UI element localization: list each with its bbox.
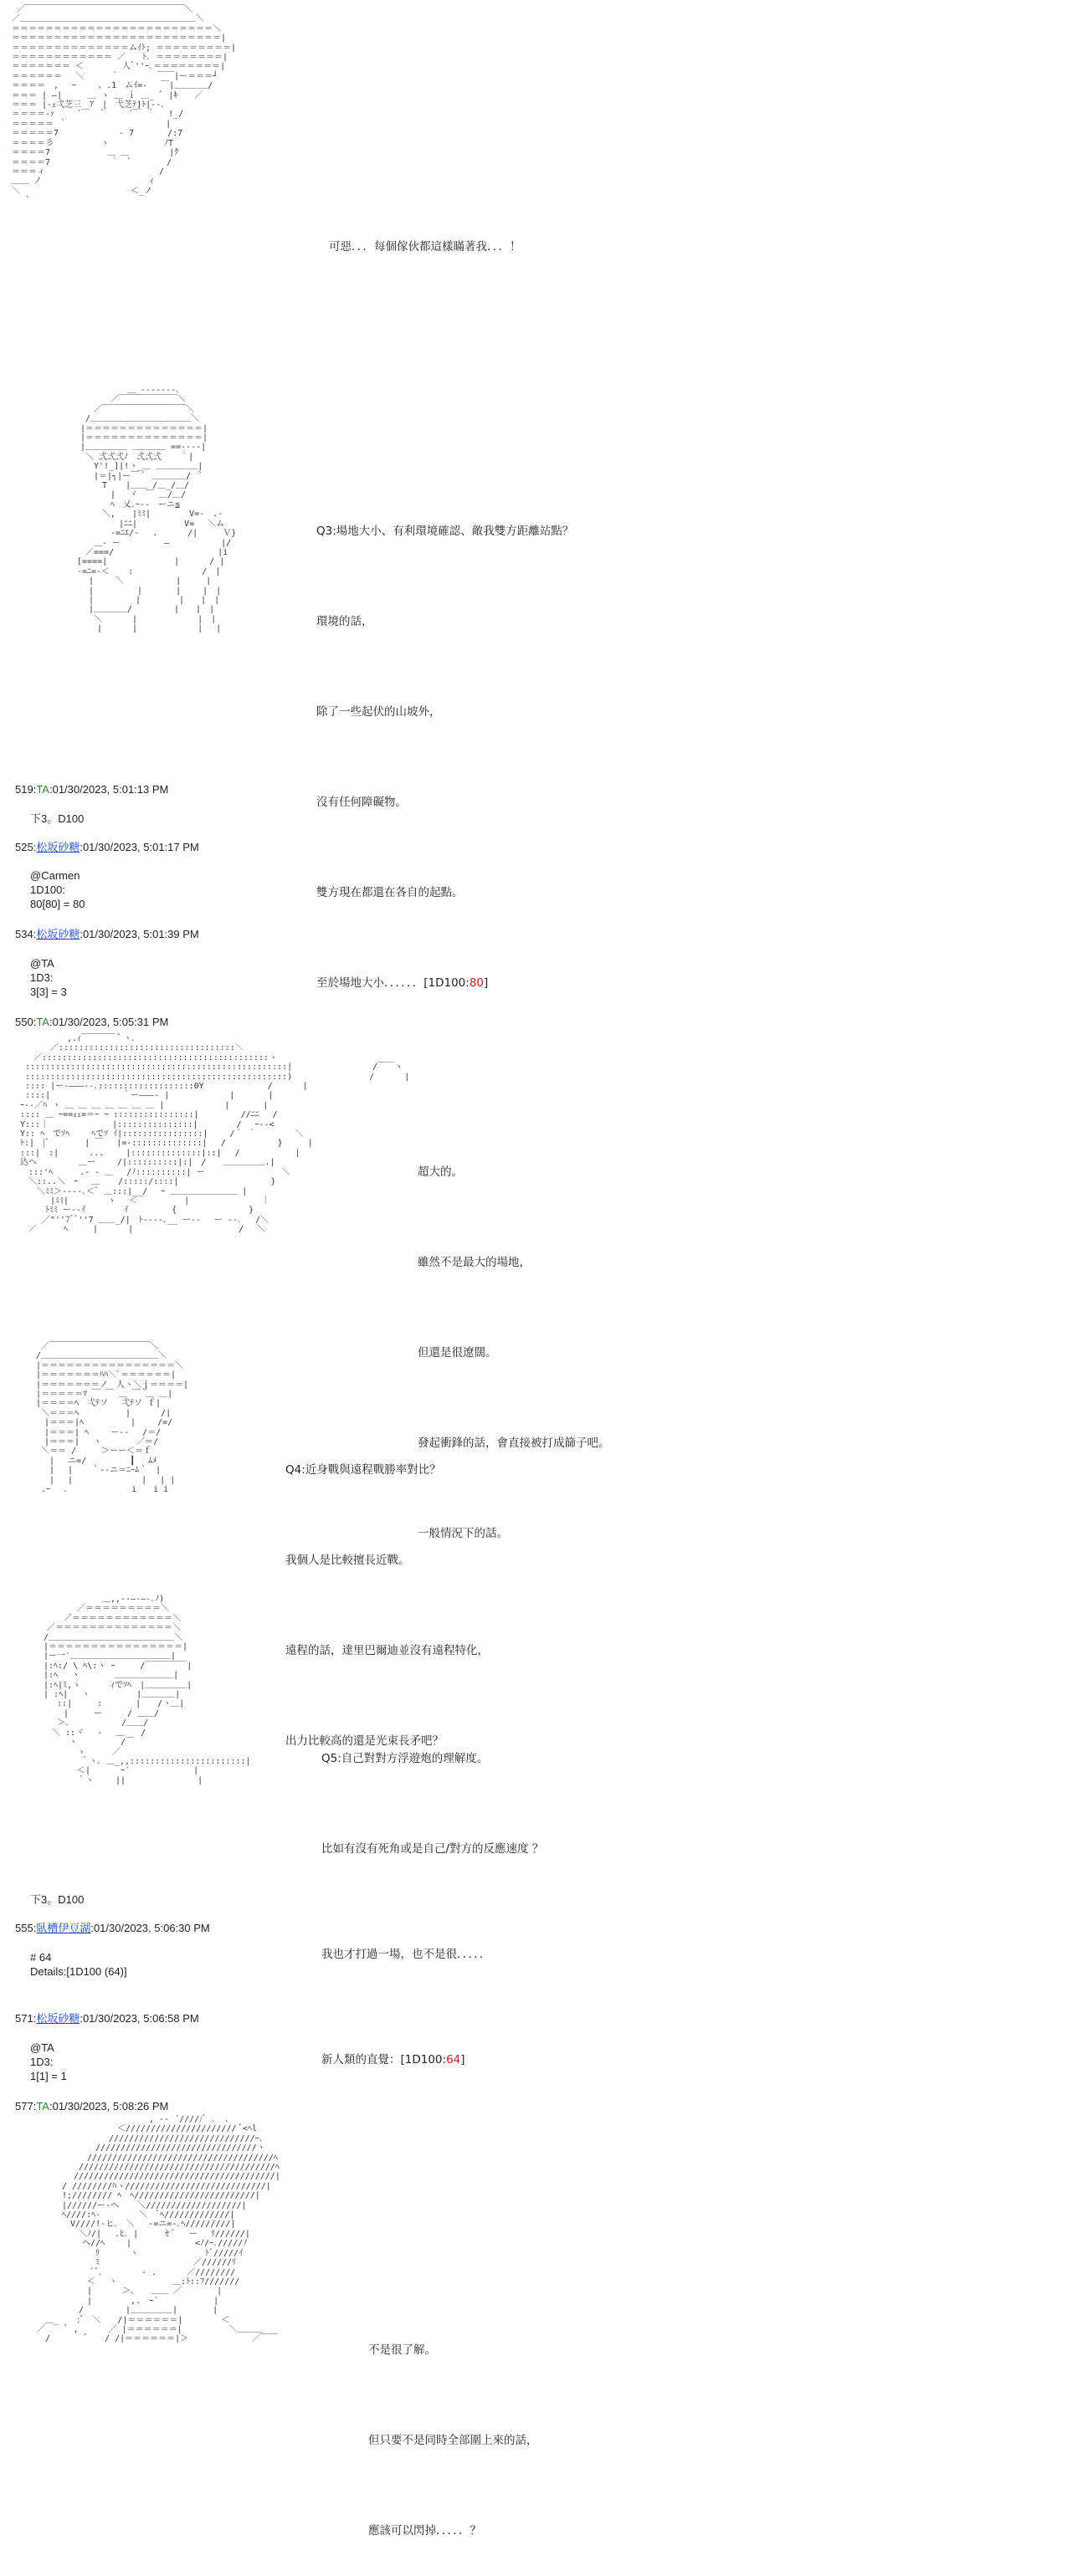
dialogue-line: 不是很了解。 <box>368 2343 436 2357</box>
post-header-534: 534:松坂砂糖:01/30/2023, 5:01:39 PM <box>15 928 199 940</box>
post-time: :01/30/2023, 5:01:39 PM <box>80 928 199 940</box>
ascii-art-panel-1: ／￣￣￣￣￣￣￣￣￣￣￣￣￣￣￣￣￣￣￣＼ ／＿＿＿＿＿＿＿＿＿＿＿＿＿＿＿＿＿＿＿＿＿＼ ＝＝＝＝＝＝＝＝＝＝＝＝＝＝＝＝＝＝＝＝＝＝＝＝＼ ＝＝＝＝＝＝＝＝＝＝＝＝＝＝＝＝＝＝＝＝＝＝＝＝＝| ＝＝＝＝＝＝＝＝＝＝＝＝＝＝ムｲﾄ; ＝＝＝＝＝＝＝＝＝| ＝＝＝＝＝＝＝＝＝＝＝＝ ／ ﾄ､ ＝＝＝＝＝＝＝＝| ＝＝＝＝＝＝＝ ＜ 人ﾞ''ｰ､＝＝＝＝＝＝＝＝| ＝＝＝＝＝＝ ＼ ｀ ￣￣|ー＝＝＝┘ ＝＝＝＝ , ｰ 、.1 ムｲ=- ￣|＿＿＿＿/ ＝＝＝ | ―| ＿ ヽ ＿ ｉ ＿_ ﾞ |ｷ ／ ＝＝＝ |‐ｪ弌芝三 ｱ | 弋芝ﾃ]ﾄ|‐-､ ＝＝＝＝‐ｧ ´￣ ｀ ´￣ ｀ !_/ ＝＝＝＝＝ ｀ | ＝＝＝＝＝7 - 7 /:7 ＝＝＝＝彡 ヽ ﾉT ＝＝＝＝7 ＿ ＿ |ｸ ＝＝＝＝7 ｀ ﾞ / ＝＝＝ィ / ＿＿ ノ ィ ＼ ＜_ノ ` 可惡．．．每個傢伙都這樣瞞著我．．．！ ＿_----‐‐-､ ／￣￣￣￣￣￣￣＼ ／￣￣￣￣￣￣￣￣￣￣＼ /＿＿＿＿＿＿＿＿＿＿＿＿＼ |＝＝＝＝＝＝＝＝＝＝＝＝＝＝| |＝＝＝＝＝＝＝＝＝＝＝＝＝＝| |＿＿＿＿＿ ＿＿＿＿ ==--‐‐| ＼ 弍弍弍ﾉ 弍弍弍 ｀| Y'!_]|!ヽ_＿ ＿＿＿＿＿| |＝|┐|ー￣｀ ＿＿＿＿/ ｀ T |＿＿_/＿_/＿/ | ヾ ￣ ＿/＿/ ﾍ 乂､ｰ-- ーニ≦ ＼, |ﾐﾐ| V=- .- |ﾆﾆ| V= ＼ム -=ﾆｴ/- . /| Ｖ} ＿- ー ― |/ ／===/ |i [====| | / | -=ﾆ=-＜ : / | | ＼ | | | | | | | | | | | | |＿＿＿＿/ | | | ＼ | | | | | | | Q3:場地大小、有利環境確認、敵我雙方距離站點？ 環境的話， 除了一些起伏的山坡外， 沒有任何障礙物。 雙方現在都還在各自的起點。 至於場地大小．．．．．．[1D100:80] 519:TA:01/30/2023, 5:01:13 PM 下3。D100 525:松坂砂糖:01/30/2023, 5:01:17 PM @Carmen 1D100: 80[80] = 80 534:松坂砂糖:01/30/2023, 5:01:39 PM @TA 1D3: 3[3] = 3 550:TA:01/30/2023, 5:05:31 PM ,.ｨ￣￣￣￣｀ヽ､ ／:::::::::::::::::::::::::::::::::::＼ ／:::::::::::::::::::::::::::::::::::::::::::::ヽ ::::::::::::::::::::::::::::::::::::::::::::::::::::| /￣￣ヽ ::::::::::::::::::::::::::::::::::::::::::::::::::::) / | :::: |ー-―――‐-､:::::::::::::::::::0Y / | ::::| ｀ー―――‐ | | | ｰ--／ﾊ ヽ ＿ ＿ ＿ ＿ ＿ ＿ ＿ | | | :::: ＿ ｰ==ｪｪ=＝ｰ ｰ ::::::::::::::::| //ﾆﾆ / Y:::｜ |:::::::::::::::| / ｰ-‐< Y:: ﾍ でｿﾍ ﾍでｿ ｲ|::::::::::::::::| /｀ ｀ ＼ ﾄ:| |ﾞ | ￣ |=-::::::::::::::| / } | :::| :| ... |::::::::::::::|::| / | 込ヘ ＿ー /|::::::::::|:| / ＿＿＿＿＿.| :::'ﾍ .‐ ‐ ＿ /ﾉ::::::::::| ー ＼ ＼::..＼ ｰ ＿ /:::::/::::| } ＼ﾐﾐ＞----､＜ﾞ ＿:::|__/ ｰ ＿＿＿＿＿＿＿＿ | |ﾐﾐ| ヽ ＜ | ｜ ﾄﾐﾐ ー-‐ｲ ｲ { } ／"''7ﾞﾞ''7 ＿＿_/| ﾄ----､__ ー-‐ ー --､ /＼ ／ ﾍ | | / ＼ 超大的。 雖然不是最大的場地， 但還是很遼闊。 發起衝鋒的話，會直接被打成篩子吧。 一般情況下的話。 ／￣￣￣￣￣￣￣￣￣￣￣￣＼ /＿＿＿＿＿＿＿＿＿＿＿＿＿＿＼ |＝＝＝＝＝＝＝＝＝＝＝＝＝＝＝＝＼ |＝＝＝＝＝＝＝ﾊﾊ＼ﾟ＝＝＝＝＝＝| |＝＝＝＝＝＝＝ノ 人ヽ＼ｊ＝＝＝＝| |＝＝＝＝＝ﾏ ￣ ￣ ＿ ￣ ＿ ＿| |＝＝＝＝ﾍ 弌ﾃソ 弌ﾃソ ｆ| ＼＝＝＝ﾍ | /| |＝＝＝|ﾍ | /=/ |＝＝＝| ﾍ ー-‐ /＝/ |＝＝＝| ヽ ／＝/ ＼＝＝ / ＞ーー＜＝ｆ | ニ=/ ┃ ﾑﾒ | | ｀‐-ニ＝ﾆｰﾑ｀ | | | | | | .ｰ ､ i i i Q4:近身戰與遠程戰勝率對比？ 我個人是比較擅長近戰。 遠程的話，達里巴爾迪並沒有遠程特化， 出力比較高的還是光束長矛吧？ ＿,,-‐―-―-､ﾉ) ／＝＝＝＝＝＝＝＝＝＼ ／＝＝＝＝＝＝＝＝＝＝＝＝＼ ／＝＝＝＝＝＝＝＝＝＝＝＝＝＝＼ /＿＿＿＿＿＿＿＿＿＿＿＿＿＿＿＼ |＝＝＝＝＝＝＝＝＝＝＝＝＝＝＝＝| |ー一′＿＿＿＿＿＿＿＿＿＿＿＿| |:ﾍ:/ \ ﾍ\:ヽ ｰ /￣￣￣￣￣| |:ﾍ ヽ ＿＿＿＿＿＿＿| |:ﾍ|ﾐ,ゝ ｨでｿﾍ |＿＿＿＿＿| | :ﾍ| ヽ |＿＿＿＿| ::| : | /ヽ＿| | ー / ＿＿/ ＞､ /＿＿/ ＼ ::ヾ - ＿ / ヽ /￣ ゝ ／ ｀ヽ､ ＿_,,:::::::::::::::::::::::| ＜| ｰ′ | ｀ヽ || | Q5:自己對對方浮遊炮的理解度。 比如有沒有死角或是自己/對方的反應速度 ？ 我也才打過一場，也不是很．．．．． 新人類的直覺：[1D100:64] 下3。D100 555:臥槽伊豆湖:01/30/2023, 5:06:30 PM # 64 Details:[1D100 (64)] 571:松坂砂糖:01/30/2023, 5:06:58 PM @TA 1D3: 1[1] = 1 577:TA:01/30/2023, 5:08:26 PM , -‐ ´/////ﾞ ､ . ＜////////////////////// ﾞ<ﾍl /////////////////////////////ｰ､ ////////////////////////////////ヽ /////////////////////////////////////ﾍ ///////////////////////////////////////ﾍ ////////////////////////////////////////| / ////////ﾊヽ////////////////////////////| !;//////// ﾍ ﾍ////////////////////////| |//////ー-ヘ ＼///////////////////| ﾍ////:ﾍ- ＼ ﾞﾍ/////////////| V////!-ヒ､ ＼ -=ニ=-､ﾍ/////////| ＼ﾉ/| .ﾋ､ | ｾ ﾞ ー ﾘ//////| ヘ//ﾍ | <ﾉ/ｰ､/////ﾉ ﾘ ヽ ﾄﾞ/////ｲ ﾐ ／//////ﾘ ﾞﾞ､ ‐ . ／//////// ＜ ヽ ＿:ﾄ::ﾌ/////// | ＞､ ＿＿ ／ | | ,. ｰ´ | / |＿＿＿＿＿| | ＿_ ;ﾞ ＼ /|＝＝＝＝＝＝| ＜ ／ ﾞ , ／ |＝＝＝＝＝＝| ＼＿＿＿ / ﾞ / /|＝＝＝＝＝＝|＞ ／￣￣ 不是很了解。 但只要不是同時全部圍上來的話， 應該可以閃掉．．．．．？ <box>7 5 350 356</box>
post-author-link[interactable]: 臥槽伊豆湖 <box>36 1922 91 1934</box>
post-number: 519 <box>15 783 33 796</box>
post-dice-result: 3[3] = 3 <box>30 986 67 998</box>
dialogue-line: 但還是很遼闊。 <box>418 1346 497 1360</box>
dialogue-line: Q5:自己對對方浮遊炮的理解度。 <box>321 1752 489 1765</box>
dialogue-line: 出力比較高的還是光束長矛吧？ <box>285 1734 444 1748</box>
dialogue-line: 我也才打過一場，也不是很．．．．． <box>321 1948 491 1961</box>
post-body: 下3。D100 <box>30 812 85 825</box>
dialogue-line: 遠程的話，達里巴爾迪並沒有遠程特化， <box>285 1644 489 1657</box>
dice-value: 80 <box>469 976 485 990</box>
post-author[interactable]: TA <box>36 2100 49 2113</box>
post-author-link[interactable]: 松坂砂糖 <box>36 841 80 853</box>
dialogue-line: Q4:近身戰與遠程戰勝率對比？ <box>285 1463 441 1477</box>
post-time: :01/30/2023, 5:01:17 PM <box>80 841 199 853</box>
ascii-art-panel-2: ＿_----‐‐-､ ／￣￣￣￣￣￣￣＼ ／￣￣￣￣￣￣￣￣￣￣＼ /＿＿＿＿＿＿＿＿＿＿＿＿＼ |＝＝＝＝＝＝＝＝＝＝＝＝＝＝| |＝＝＝＝＝＝＝＝＝＝＝＝＝＝| |＿＿＿＿＿ ＿＿＿＿ ==--‐‐| ＼ 弍弍弍ﾉ 弍弍弍 ｀| Y'!_]|!ヽ_＿ ＿＿＿＿＿| |＝|┐|ー￣｀ ＿＿＿＿/ ｀ T |＿＿_/＿_/＿/ | ヾ ￣ ＿/＿/ ﾍ 乂､ｰ-- ーニ≦ ＼, |ﾐﾐ| V=- .- |ﾆﾆ| V= ＼ム -=ﾆｴ/- . /| Ｖ} ＿- ー ― |/ ／===/ |i [====| | / | -=ﾆ=-＜ : / | | ＼ | | | | | | | | | | | | |＿＿＿＿/ | | | ＼ | | | | | | | <box>77 386 237 634</box>
dialogue-line-dice <box>316 968 573 998</box>
post-header-525: 525:松坂砂糖:01/30/2023, 5:01:17 PM <box>15 841 199 853</box>
post-dice: 1D100: <box>30 883 65 896</box>
post-header-577: 577:TA:01/30/2023, 5:08:26 PM <box>15 2100 169 2113</box>
dialogue-line: 環境的話， <box>316 615 373 628</box>
dialogue-line: 超大的。 <box>418 1165 463 1179</box>
dialogue-line-dice <box>321 2045 543 2075</box>
post-number: 571 <box>15 2012 33 2025</box>
post-mention: @Carmen <box>30 869 80 882</box>
dice-prefix: 新人類的直覺：[1D100: <box>321 2053 447 2066</box>
post-number: 525 <box>15 841 33 853</box>
dialogue-panel-1 <box>329 172 521 292</box>
post-header-550: 550:TA:01/30/2023, 5:05:31 PM <box>15 1016 169 1028</box>
ascii-art-panel-3: ,.ｨ￣￣￣￣｀ヽ､ ／:::::::::::::::::::::::::::::::::::＼ ／:::::::::::::::::::::::::::::::::::::::::::::ヽ ::::::::::::::::::::::::::::::::::::::::::::::::::::| /￣￣ヽ ::::::::::::::::::::::::::::::::::::::::::::::::::::) / | :::: |ー-―――‐-､:::::::::::::::::::0Y / | ::::| ｀ー―――‐ | | | ｰ--／ﾊ ヽ ＿ ＿ ＿ ＿ ＿ ＿ ＿ | | | :::: ＿ ｰ==ｪｪ=＝ｰ ｰ ::::::::::::::::| //ﾆﾆ / Y:::｜ |:::::::::::::::| / ｰ-‐< Y:: ﾍ でｿﾍ ﾍでｿ ｲ|::::::::::::::::| /｀ ｀ ＼ ﾄ:| |ﾞ | ￣ |=-::::::::::::::| / } | :::| :| ... |::::::::::::::|::| / | 込ヘ ＿ー /|::::::::::|:| / ＿＿＿＿＿.| :::'ﾍ .‐ ‐ ＿ /ﾉ::::::::::| ー ＼ ＼::..＼ ｰ ＿ /:::::/::::| } ＼ﾐﾐ＞----､＜ﾞ ＿:::|__/ ｰ ＿＿＿＿＿＿＿＿ | |ﾐﾐ| ヽ ＜ | ｜ ﾄﾐﾐ ー-‐ｲ ｲ { } ／"''7ﾞﾞ''7 ＿＿_/| ﾄ----､__ ー-‐ ー --､ /＼ ／ ﾍ | | / ＼ <box>19 1034 410 1235</box>
dialogue-line: 可惡．．．每個傢伙都這樣瞞著我．．．！ <box>329 240 521 254</box>
dice-suffix: ] <box>484 976 489 990</box>
post-time: :01/30/2023, 5:01:13 PM <box>49 783 169 796</box>
post-mention: @TA <box>30 957 54 970</box>
dialogue-line: 雙方現在都還在各自的起點。 <box>316 886 464 899</box>
post-dice: 1D3: <box>30 971 54 984</box>
ascii-art-panel-6: , -‐ ´/////ﾞ ､ . ＜////////////////////// ﾞ<ﾍl /////////////////////////////ｰ､ ////////////////////////////////ヽ /////////////////////////////////////ﾍ ///////////////////////////////////////ﾍ ////////////////////////////////////////| / ////////ﾊヽ////////////////////////////| !;//////// ﾍ ﾍ////////////////////////| |//////ー-ヘ ＼///////////////////| ﾍ////:ﾍ- ＼ ﾞﾍ/////////////| V////!-ヒ､ ＼ -=ニ=-､ﾍ/////////| ＼ﾉ/| .ﾋ､ | ｾ ﾞ ー ﾘ//////| ヘ//ﾍ | <ﾉ/ｰ､/////ﾉ ﾘ ヽ ﾄﾞ/////ｲ ﾐ ／//////ﾘ ﾞﾞ､ ‐ . ／//////// ＜ ヽ ＿:ﾄ::ﾌ/////// | ＞､ ＿＿ ／ | | ,. ｰ´ | / |＿＿＿＿＿| | ＿_ ;ﾞ ＼ /|＝＝＝＝＝＝| ＜ ／ ﾞ , ／ |＝＝＝＝＝＝| ＼＿＿＿ / ﾞ / /|＝＝＝＝＝＝|＞ ／￣￣ <box>37 2115 280 2344</box>
dialogue-line: Q3:場地大小、有利環境確認、敵我雙方距離站點？ <box>316 525 574 538</box>
dialogue-line: 雖然不是最大的場地， <box>418 1256 531 1269</box>
panel-5-footer: 下3。D100 <box>30 1893 85 1906</box>
post-header-571: 571:松坂砂糖:01/30/2023, 5:06:58 PM <box>15 2012 199 2025</box>
dice-prefix: 至於場地大小．．．．．．[1D100: <box>316 976 470 990</box>
post-time: :01/30/2023, 5:05:31 PM <box>49 1016 169 1028</box>
post-author-link[interactable]: 松坂砂糖 <box>36 928 80 940</box>
dialogue-panel-6 <box>368 2275 538 2576</box>
dialogue-line: 比如有沒有死角或是自己/對方的反應速度 ？ <box>321 1842 544 1856</box>
post-author[interactable]: TA <box>36 783 49 796</box>
post-dice-details: Details:[1D100 (64)] <box>30 1965 127 1978</box>
post-number: 555 <box>15 1922 33 1934</box>
dialogue-line: 但只要不是同時全部圍上來的話， <box>368 2434 538 2447</box>
post-mention: @TA <box>30 2041 54 2054</box>
post-number: 550 <box>15 1016 33 1028</box>
post-number: 534 <box>15 928 33 940</box>
dice-suffix: ] <box>460 2053 465 2066</box>
dialogue-panel-2 <box>316 456 573 1028</box>
dialogue-line: 除了一些起伏的山坡外， <box>316 705 441 719</box>
dice-value: 64 <box>446 2053 461 2066</box>
post-dice-result: 1[1] = 1 <box>30 2070 67 2082</box>
ascii-art-panel-5: ＿,,-‐―-―-､ﾉ) ／＝＝＝＝＝＝＝＝＝＼ ／＝＝＝＝＝＝＝＝＝＝＝＝＼ ／＝＝＝＝＝＝＝＝＝＝＝＝＝＝＼ /＿＿＿＿＿＿＿＿＿＿＿＿＿＿＿＼ |＝＝＝＝＝＝＝＝＝＝＝＝＝＝＝＝| |ー一′＿＿＿＿＿＿＿＿＿＿＿＿| |:ﾍ:/ \ ﾍ\:ヽ ｰ /￣￣￣￣￣| |:ﾍ ヽ ＿＿＿＿＿＿＿| |:ﾍ|ﾐ,ゝ ｨでｿﾍ |＿＿＿＿＿| | :ﾍ| ヽ |＿＿＿＿| ::| : | /ヽ＿| | ー / ＿＿/ ＞､ /＿＿/ ＼ ::ヾ - ＿ / ヽ /￣ ゝ ／ ｀ヽ､ ＿_,,:::::::::::::::::::::::| ＜| ｰ′ | ｀ヽ || | <box>44 1595 251 1785</box>
ascii-art-panel-4: ／￣￣￣￣￣￣￣￣￣￣￣￣＼ /＿＿＿＿＿＿＿＿＿＿＿＿＿＿＼ |＝＝＝＝＝＝＝＝＝＝＝＝＝＝＝＝＼ |＝＝＝＝＝＝＝ﾊﾊ＼ﾟ＝＝＝＝＝＝| |＝＝＝＝＝＝＝ノ 人ヽ＼ｊ＝＝＝＝| |＝＝＝＝＝ﾏ ￣ ￣ ＿ ￣ ＿ ＿| |＝＝＝＝ﾍ 弌ﾃソ 弌ﾃソ ｆ| ＼＝＝＝ﾍ | /| |＝＝＝|ﾍ | /=/ |＝＝＝| ﾍ ー-‐ /＝/ |＝＝＝| ヽ ／＝/ ＼＝＝ / ＞ーー＜＝ｆ | ニ=/ ┃ ﾑﾒ | | ｀‐-ニ＝ﾆｰﾑ｀ | | | | | | .ｰ ､ i i i <box>35 1342 189 1495</box>
post-author[interactable]: TA <box>36 1016 49 1028</box>
post-author-link[interactable]: 松坂砂糖 <box>36 2012 80 2025</box>
post-time: :01/30/2023, 5:06:30 PM <box>90 1922 210 1934</box>
post-dice: 1D3: <box>30 2056 54 2068</box>
dialogue-line: 應該可以閃掉．．．．．？ <box>368 2524 481 2538</box>
dialogue-line: 發起衝鋒的話，會直接被打成篩子吧。 <box>418 1437 610 1450</box>
dialogue-line: 一般情況下的話。 <box>418 1527 508 1540</box>
dialogue-line: 我個人是比較擅長近戰。 <box>285 1554 410 1567</box>
post-number: 577 <box>15 2100 33 2113</box>
post-dice-result: 80[80] = 80 <box>30 898 85 910</box>
dialogue-line: 沒有任何障礙物。 <box>316 796 407 809</box>
post-mention: # 64 <box>30 1951 52 1964</box>
post-time: :01/30/2023, 5:08:26 PM <box>49 2100 169 2113</box>
post-header-519: 519:TA:01/30/2023, 5:01:13 PM <box>15 783 169 796</box>
post-time: :01/30/2023, 5:06:58 PM <box>80 2012 199 2025</box>
dialogue-panel-5 <box>321 1683 543 2105</box>
post-header-555: 555:臥槽伊豆湖:01/30/2023, 5:06:30 PM <box>15 1922 210 1934</box>
